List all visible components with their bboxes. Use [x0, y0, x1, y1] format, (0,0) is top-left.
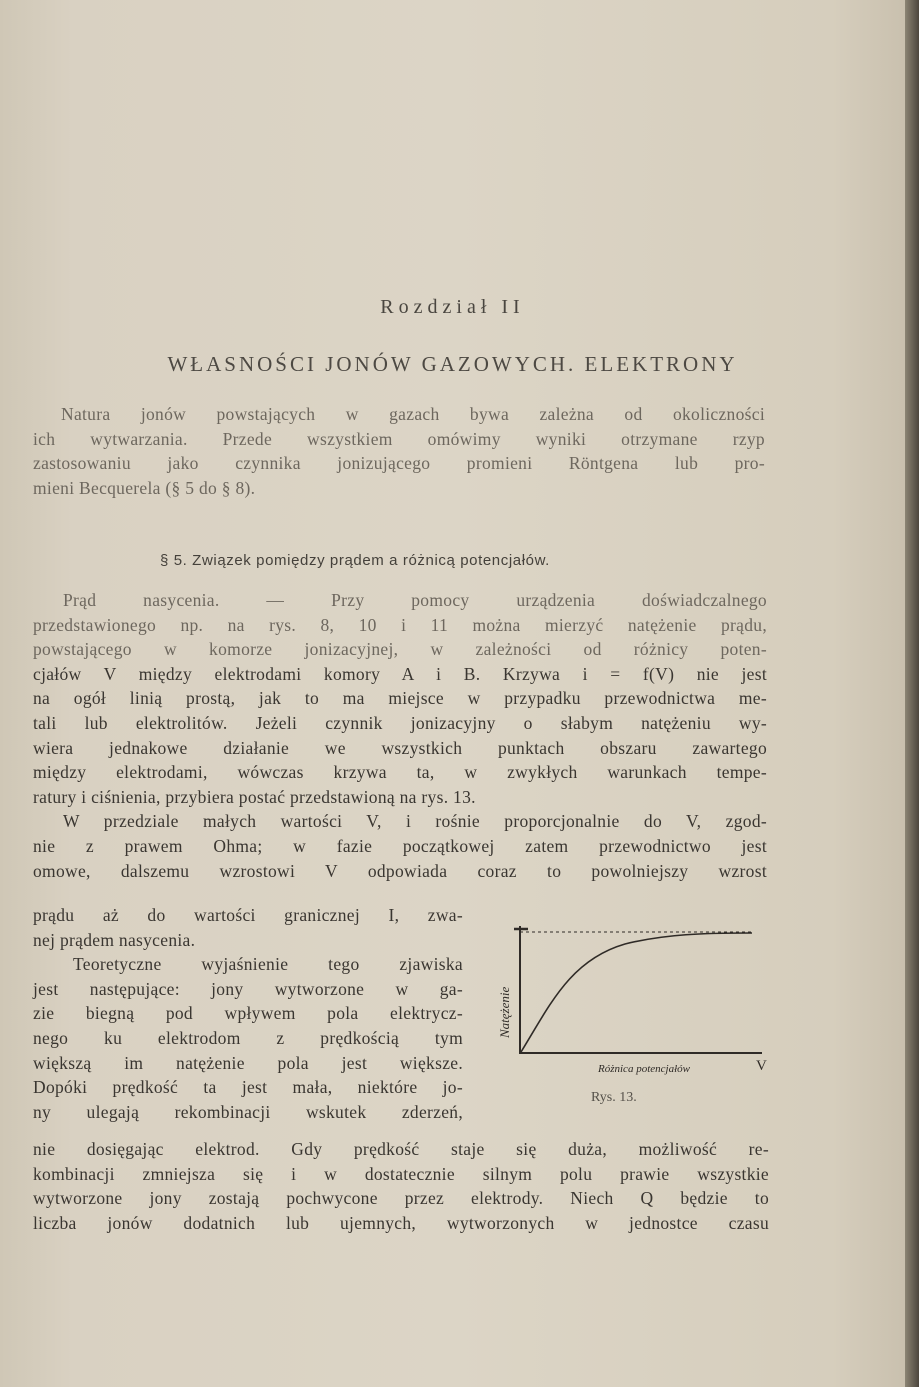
- chapter-number: Rozdział II: [380, 296, 525, 318]
- wrapped-paragraph: [33, 903, 463, 1124]
- body-line: cjałów V między elektrodami komory A i B. Krzywa i = f(V) nie jest: [33, 663, 767, 684]
- body-line: Teoretyczne wyjaśnienie tego zjawiska: [73, 954, 463, 975]
- body-line: na ogół linią prostą, jak to ma miejsce w przypadku przewodnictwa me-: [33, 688, 767, 709]
- saturation-curve-diagram: [490, 920, 790, 1110]
- y-axis-label: Natężenie: [497, 986, 512, 1038]
- intro-line: ich wytwarzania. Przede wszystkiem omówimy wyniki otrzymane rzyp: [33, 428, 765, 449]
- body-line: nej prądem nasycenia.: [33, 929, 196, 950]
- body-line: Prąd nasycenia. — Przy pomocy urządzenia doświadczalnego: [63, 590, 767, 610]
- figure-13: [490, 920, 790, 1110]
- body-line: zie biegną pod wpływem pola elektrycz-: [33, 1003, 463, 1024]
- body-line: jest następujące: jony wytworzone w ga-: [33, 978, 463, 999]
- intro-paragraph: [33, 402, 765, 500]
- intro-line: Natura jonów powstających w gazach bywa zależna od okoliczności: [61, 404, 765, 424]
- body-line: ny ulegają rekombinacji wskutek zderzeń,: [33, 1101, 463, 1122]
- body-line: powstającego w komorze jonizacyjnej, w zależności od różnicy poten-: [33, 639, 767, 660]
- body-line: wiera jednakowe działanie we wszystkich punktach obszaru zawartego: [33, 737, 767, 758]
- body-line: omowe, dalszemu wzrostowi V odpowiada coraz to powolniejszy wzrost: [33, 860, 767, 881]
- body-line: przedstawionego np. na rys. 8, 10 i 11 można mierzyć natężenie prądu,: [33, 614, 767, 635]
- chapter-title: WŁASNOŚCI JONÓW GAZOWYCH. ELEKTRONY: [167, 352, 738, 376]
- current-curve: [521, 933, 752, 1052]
- body-line: nego ku elektrodom z prędkością tym: [33, 1027, 463, 1048]
- figure-caption: Rys. 13.: [591, 1090, 637, 1105]
- page-edge-shadow: [905, 0, 919, 1387]
- body-line: Dopóki prędkość ta jest mała, niektóre jo-: [33, 1077, 463, 1098]
- body-line: większą im natężenie pola jest większe.: [33, 1052, 463, 1073]
- body-line: prądu aż do wartości granicznej I, zwa-: [33, 905, 463, 925]
- body-line: między elektrodami, wówczas krzywa ta, w zwykłych warunkach tempe-: [33, 762, 767, 783]
- body-line: W przedziale małych wartości V, i rośnie proporcjonalnie do V, zgod-: [63, 811, 767, 832]
- body-line: ratury i ciśnienia, przybiera postać przedstawioną na rys. 13.: [33, 786, 476, 807]
- body-line: nie z prawem Ohma; w fazie początkowej zatem przewodnictwo jest: [33, 835, 767, 856]
- x-axis-label: Różnica potencjałów: [598, 1063, 690, 1075]
- tail-paragraph: [33, 1137, 769, 1235]
- body-line: kombinacji zmniejsza się i w dostatecznie silnym polu prawie wszystkie: [33, 1163, 769, 1184]
- body-line: nie dosięgając elektrod. Gdy prędkość staje się duża, możliwość re-: [33, 1139, 769, 1159]
- body-line: tali lub elektrolitów. Jeżeli czynnik jonizacyjny o słabym natężeniu wy-: [33, 712, 767, 733]
- body-line: wytworzone jony zostają pochwycone przez elektrody. Niech Q będzie to: [33, 1188, 769, 1209]
- intro-line: mieni Becquerela (§ 5 do § 8).: [33, 477, 256, 498]
- x-axis-symbol: V: [756, 1058, 767, 1074]
- intro-line: zastosowaniu jako czynnika jonizującego promieni Röntgena lub pro-: [33, 453, 765, 474]
- section-heading: § 5. Związek pomiędzy prądem a różnicą potencjałów.: [160, 552, 550, 569]
- body-paragraph: [33, 588, 767, 883]
- body-line: liczba jonów dodatnich lub ujemnych, wytworzonych w jednostce czasu: [33, 1212, 769, 1233]
